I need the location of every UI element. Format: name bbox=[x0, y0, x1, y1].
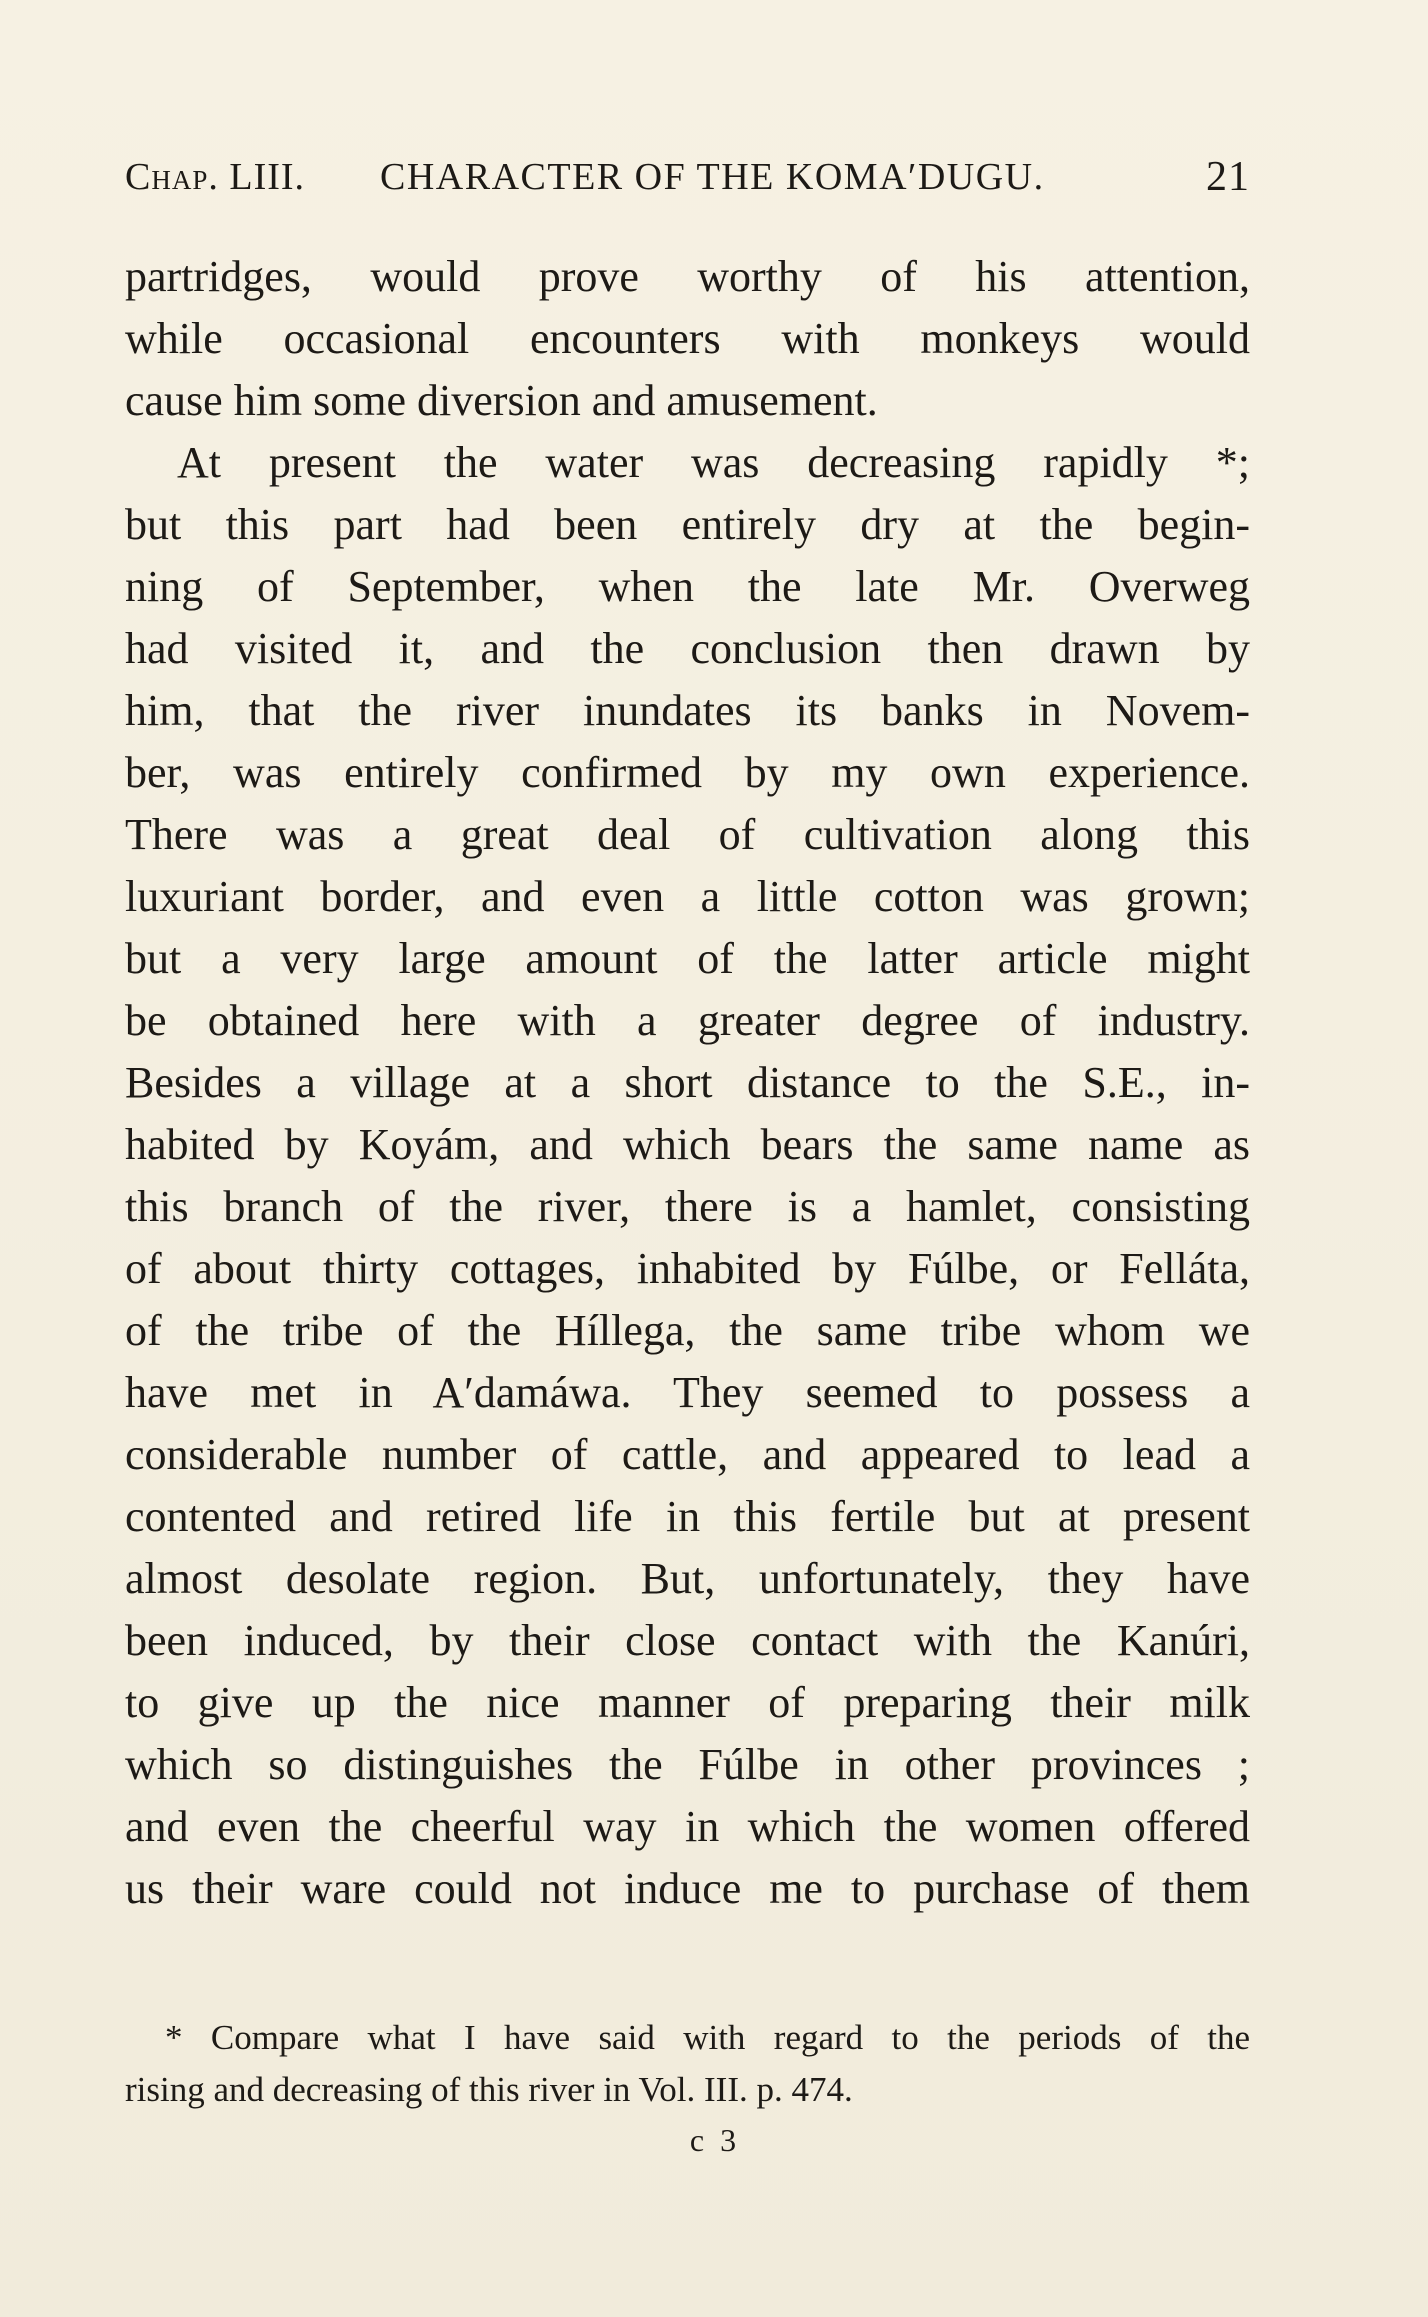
text-line: contented and retired life in this fertile but at present bbox=[125, 1492, 1250, 1541]
text-line: while occasional encounters with monkeys would bbox=[125, 314, 1250, 363]
text-line: almost desolate region. But, unfortunately, they have bbox=[125, 1554, 1250, 1603]
text-line: luxuriant border, and even a little cotton was grown; bbox=[125, 872, 1250, 921]
text-line: partridges, would prove worthy of his attention, bbox=[125, 252, 1250, 301]
text-line: be obtained here with a greater degree of industry. bbox=[125, 996, 1250, 1045]
running-title: CHARACTER OF THE KOMA′DUGU. bbox=[380, 156, 1045, 198]
text-line: to give up the nice manner of preparing their milk bbox=[125, 1678, 1250, 1727]
text-line: which so distinguishes the Fúlbe in other provinces ; bbox=[125, 1740, 1250, 1789]
text-line: cause him some diversion and amusement. bbox=[125, 376, 878, 425]
footnote bbox=[125, 2012, 1250, 2116]
footnote-line: rising and decreasing of this river in Vol. III. p. 474. bbox=[125, 2070, 853, 2109]
text-line: but a very large amount of the latter article might bbox=[125, 934, 1250, 983]
text-line: habited by Koyám, and which bears the same name as bbox=[125, 1120, 1250, 1169]
text-line: had visited it, and the conclusion then drawn by bbox=[125, 624, 1250, 673]
text-line: Besides a village at a short distance to the S.E., in- bbox=[125, 1058, 1250, 1107]
text-line: have met in A′damáwa. They seemed to possess a bbox=[125, 1368, 1250, 1417]
body-text bbox=[125, 246, 1250, 1920]
text-line: At present the water was decreasing rapidly *; bbox=[177, 438, 1250, 487]
text-line: ber, was entirely confirmed by my own experience. bbox=[125, 748, 1250, 797]
footnote-line: * Compare what I have said with regard to the periods of the bbox=[165, 2018, 1250, 2057]
text-line: of about thirty cottages, inhabited by Fúlbe, or Felláta, bbox=[125, 1244, 1250, 1293]
signature-mark: c 3 bbox=[689, 2122, 741, 2158]
text-line: ning of September, when the late Mr. Overweg bbox=[125, 562, 1250, 611]
text-line: considerable number of cattle, and appeared to lead a bbox=[125, 1430, 1250, 1479]
text-line: and even the cheerful way in which the women offered bbox=[125, 1802, 1250, 1851]
text-line: him, that the river inundates its banks in Novem- bbox=[125, 686, 1250, 735]
running-header bbox=[125, 155, 1250, 205]
text-line: but this part had been entirely dry at the begin- bbox=[125, 500, 1250, 549]
text-line: this branch of the river, there is a hamlet, consisting bbox=[125, 1182, 1250, 1231]
text-line: There was a great deal of cultivation along this bbox=[125, 810, 1250, 859]
page-number: 21 bbox=[1206, 154, 1250, 200]
text-line: been induced, by their close contact with the Kanúri, bbox=[125, 1616, 1250, 1665]
text-line: of the tribe of the Híllega, the same tribe whom we bbox=[125, 1306, 1250, 1355]
chapter-label: Chap. LIII. bbox=[125, 156, 306, 198]
text-line: us their ware could not induce me to purchase of them bbox=[125, 1864, 1250, 1913]
